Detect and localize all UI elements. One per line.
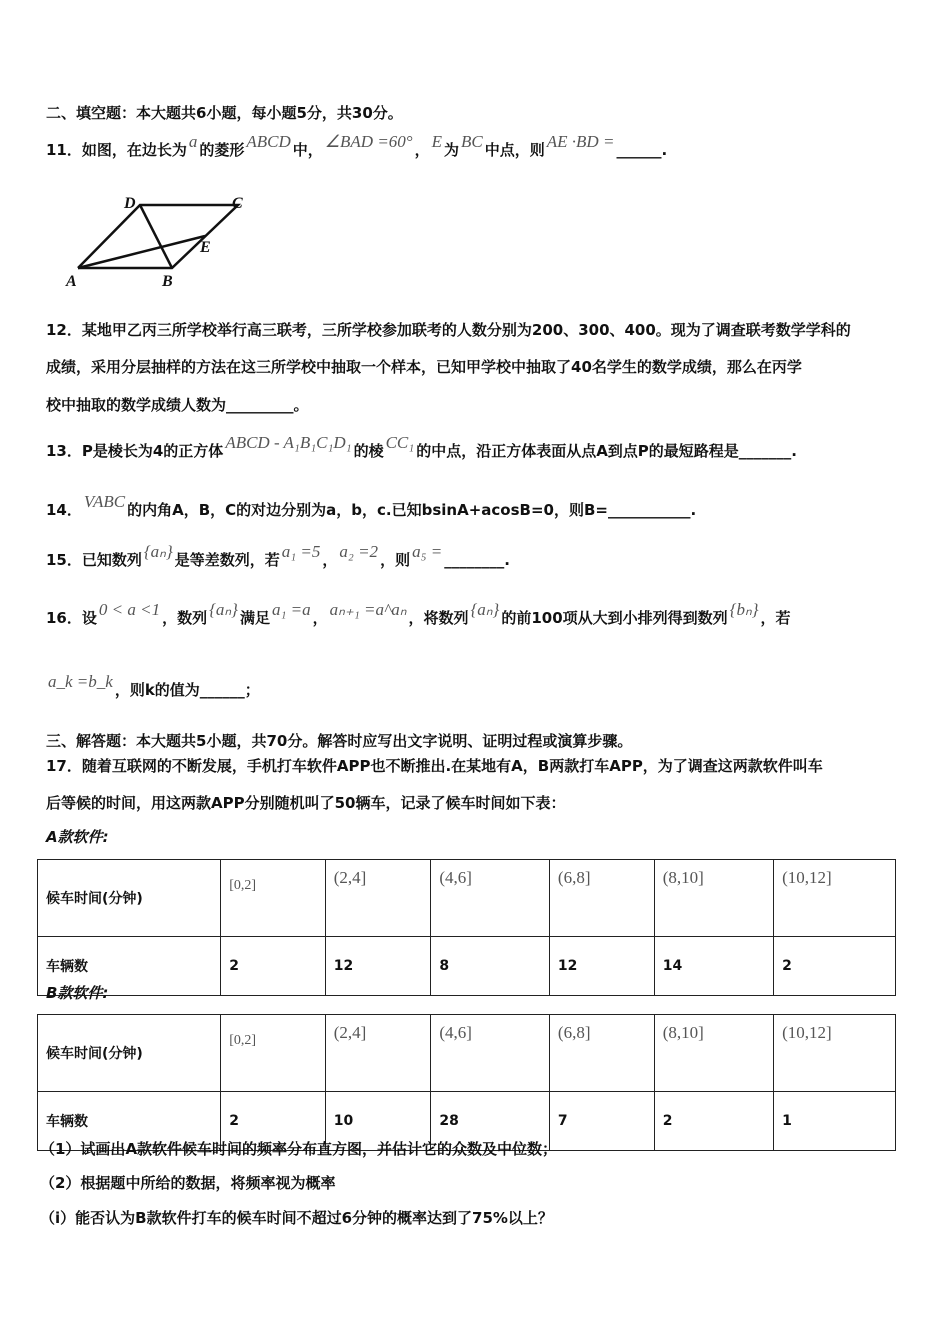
text-run: ，则 xyxy=(380,551,411,569)
math-expression: ABCD xyxy=(246,132,291,151)
text-run: 满足 xyxy=(239,609,270,627)
sub-question-i: （i）能否认为B款软件打车的候车时间不超过6分钟的概率达到了75%以上？ xyxy=(40,1209,553,1227)
math-expression: {bₙ} xyxy=(729,600,759,619)
interval-cell: [0,2] xyxy=(221,860,326,937)
interval-cell: (6,8] xyxy=(549,860,654,937)
question-11 xyxy=(46,132,668,160)
sub-question-1: （1）试画出A款软件候车时间的频率分布直方图，并估计它的众数及中位数； xyxy=(40,1140,558,1158)
interval-cell: (6,8] xyxy=(549,1015,654,1092)
count-cell: 2 xyxy=(221,1092,326,1151)
count-cell: 8 xyxy=(431,937,550,996)
interval-cell: (8,10] xyxy=(654,1015,773,1092)
text-run: 的中点，沿正方体表面从点A到点P的最短路程是_______. xyxy=(416,442,797,460)
interval-cell: (8,10] xyxy=(654,860,773,937)
interval-cell: (2,4] xyxy=(325,1015,431,1092)
text-run: ，数列 xyxy=(162,609,208,627)
math-expression: AE ·BD = xyxy=(546,132,615,151)
question-13 xyxy=(46,433,797,461)
text-run: ， xyxy=(322,551,338,569)
interval-cell: [0,2] xyxy=(221,1015,326,1092)
text-run: 的前100项从大到小排列得到数列 xyxy=(501,609,728,627)
label-D: D xyxy=(124,195,136,212)
question-16-line-1 xyxy=(46,600,791,628)
question-12-line-3: 校中抽取的数学成绩人数为_________。 xyxy=(46,396,309,414)
table-b-title: B款软件: xyxy=(46,984,109,1002)
math-expression: {aₙ} xyxy=(470,600,500,619)
row-header: 车辆数 xyxy=(38,937,221,996)
math-expression: a₁ =a xyxy=(271,600,311,619)
text-run: 的菱形 xyxy=(199,141,245,159)
label-B: B xyxy=(162,273,173,290)
table-a xyxy=(37,859,896,996)
math-expression: CC₁ xyxy=(385,433,415,452)
question-16-line-2 xyxy=(46,672,260,700)
text-run: ______. xyxy=(616,141,668,159)
count-cell: 14 xyxy=(654,937,773,996)
count-cell: 2 xyxy=(654,1092,773,1151)
math-expression: a₂ =2 xyxy=(339,542,379,561)
count-cell: 12 xyxy=(325,937,431,996)
count-cell: 7 xyxy=(549,1092,654,1151)
count-cell: 1 xyxy=(774,1092,896,1151)
math-expression: {aₙ} xyxy=(209,600,238,619)
count-cell: 28 xyxy=(431,1092,550,1151)
count-cell: 10 xyxy=(325,1092,431,1151)
question-17-line-2: 后等候的时间，用这两款APP分别随机叫了50辆车，记录了候车时间如下表： xyxy=(46,794,566,812)
text-run: ，将数列 xyxy=(408,609,469,627)
interval-row xyxy=(38,860,896,937)
label-E: E xyxy=(200,239,211,256)
math-expression: a₁ =5 xyxy=(281,542,321,561)
text-run: 14． xyxy=(46,501,82,519)
math-expression: 0 < a <1 xyxy=(98,600,161,619)
math-expression: aₙ₊₁ =a^aₙ xyxy=(329,600,407,619)
interval-cell: (4,6] xyxy=(431,1015,550,1092)
math-expression: a_k =b_k xyxy=(48,672,113,691)
text-run: 中点，则 xyxy=(484,141,545,159)
label-A: A xyxy=(66,273,77,290)
text-run: 是等差数列，若 xyxy=(174,551,280,569)
text-run: ， xyxy=(414,141,430,159)
question-14 xyxy=(46,492,697,520)
row-header: 候车时间(分钟) xyxy=(38,1015,221,1092)
math-expression: {aₙ} xyxy=(143,542,173,561)
table-b xyxy=(37,1014,896,1151)
text-run: ， xyxy=(312,609,328,627)
math-expression: a xyxy=(188,132,198,151)
text-run: ________. xyxy=(444,551,510,569)
math-expression: E xyxy=(431,132,443,151)
text-run: 11．如图，在边长为 xyxy=(46,141,187,159)
row-header: 车辆数 xyxy=(38,1092,221,1151)
interval-row xyxy=(38,1015,896,1092)
text-run: 的内角A，B，C的对边分别为a，b，c.已知bsinA+acosB=0，则B=___________. xyxy=(127,501,697,519)
count-cell: 2 xyxy=(221,937,326,996)
sub-question-2: （2）根据题中所给的数据，将频率视为概率 xyxy=(40,1174,336,1192)
text-run: 为 xyxy=(444,141,460,159)
math-expression: BC xyxy=(461,132,483,151)
text-run: 的棱 xyxy=(353,442,384,460)
text-run: 中， xyxy=(292,141,323,159)
question-12-line-2: 成绩，采用分层抽样的方法在这三所学校中抽取一个样本，已知甲学校中抽取了40名学生的数学成绩，那么在丙学 xyxy=(46,358,802,376)
question-17-line-1: 17．随着互联网的不断发展，手机打车软件APP也不断推出.在某地有A，B两款打车APP，为了调查这两款软件叫车 xyxy=(46,757,823,775)
math-expression: ∠BAD =60° xyxy=(324,132,413,151)
interval-cell: (10,12] xyxy=(774,1015,896,1092)
section-heading-fill-blank: 二、填空题：本大题共6小题，每小题5分，共30分。 xyxy=(46,104,403,122)
count-cell: 2 xyxy=(774,937,896,996)
count-row xyxy=(38,937,896,996)
label-C: C xyxy=(232,195,243,212)
interval-cell: (2,4] xyxy=(325,860,431,937)
text-run: 16．设 xyxy=(46,609,97,627)
interval-cell: (4,6] xyxy=(431,860,550,937)
text-run: 15．已知数列 xyxy=(46,551,142,569)
text-run: ，若 xyxy=(760,609,791,627)
count-cell: 12 xyxy=(549,937,654,996)
text-run: ，则k的值为______； xyxy=(114,681,260,699)
interval-cell: (10,12] xyxy=(774,860,896,937)
question-12-line-1: 12．某地甲乙丙三所学校举行高三联考，三所学校参加联考的人数分别为200、300、400。现为了调查联考数学学科的 xyxy=(46,321,851,339)
section-heading-solve: 三、解答题：本大题共5小题，共70分。解答时应写出文字说明、证明过程或演算步骤。 xyxy=(46,732,633,750)
math-expression: a₅ = xyxy=(412,542,443,561)
rhombus-figure xyxy=(60,188,260,293)
text-run: 13．P是棱长为4的正方体 xyxy=(46,442,224,460)
math-expression: VABC xyxy=(83,492,126,511)
math-expression: ABCD - A₁B₁C₁D₁ xyxy=(225,433,352,452)
table-a-title: A款软件: xyxy=(46,828,109,846)
row-header: 候车时间(分钟) xyxy=(38,860,221,937)
question-15 xyxy=(46,542,510,570)
